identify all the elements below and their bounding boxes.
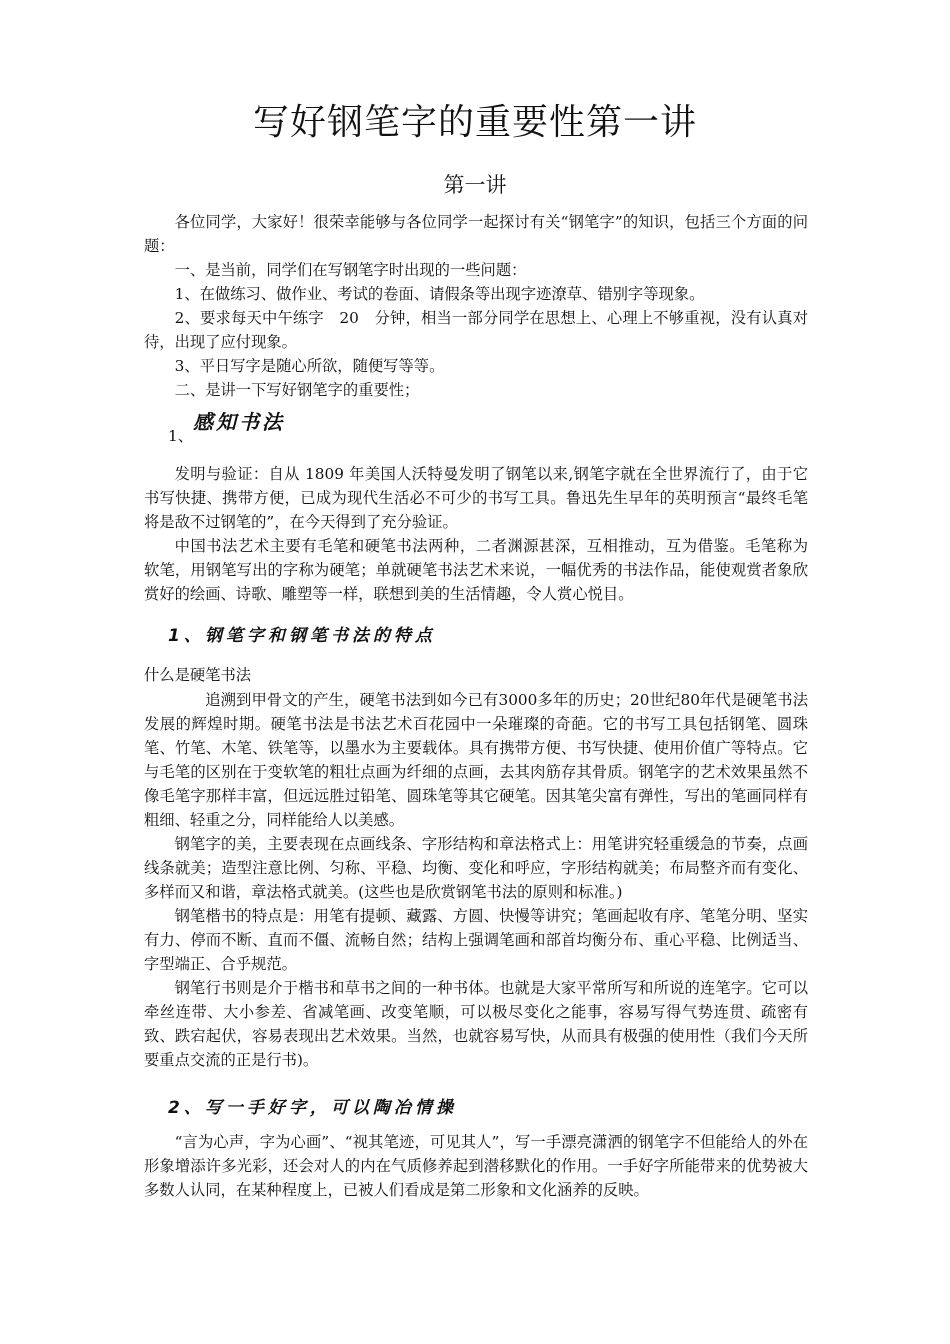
page-subtitle: 第一讲 [443, 173, 507, 197]
section-c-body [144, 1130, 808, 1202]
intro-paragraph: 2、要求每天中午练字 20 分钟，相当一部分同学在思想上、心理上不够重视，没有认真对待，出现了应付现象。 [144, 309, 808, 351]
intro-section [144, 210, 808, 402]
body-paragraph: 发明与验证：自从 1809 年美国人沃特曼发明了钢笔以来,钢笔字就在全世界流行了，由于它书写快捷、携带方便，已成为现代生活必不可少的书写工具。鲁迅先生早年的英明预言“最终毛笔将是敌不过钢笔的”，在今天得到了充分验证。 [144, 465, 808, 531]
section-heading-perceive [168, 410, 286, 448]
section-label: 感知书法 [193, 410, 286, 434]
intro-paragraph: 3、平日写字是随心所欲，随便写等等。 [174, 357, 445, 375]
subheading-what-is: 什么是硬笔书法 [144, 666, 252, 684]
body-paragraph: 钢笔字的美，主要表现在点画线条、字形结构和章法格式上：用笔讲究轻重缓急的节奏，点画线条就美；造型注意比例、匀称、平稳、均衡、变化和呼应，字形结构就美；布局整齐而有变化、多样而又和谐，章法格式就美。(这些也是欣赏钢笔书法的原则和标准。) [144, 835, 808, 901]
section-heading-1: 1、钢笔字和钢笔书法的特点 [168, 626, 436, 646]
body-paragraph: 钢笔楷书的特点是：用笔有提顿、藏露、方圆、快慢等讲究；笔画起收有序、笔笔分明、坚实有力、停而不断、直而不僵、流畅自然；结构上强调笔画和部首均衡分布、重心平稳、比例适当、字型端正、合乎规范。 [144, 907, 808, 973]
body-paragraph: 追溯到甲骨文的产生，硬笔书法到如今已有3000多年的历史；20世纪80年代是硬笔书法发展的辉煌时期。硬笔书法是书法艺术百花园中一朵璀璨的奇葩。它的书写工具包括钢笔、圆珠笔、竹笔、木笔、铁笔等，以墨水为主要载体。具有携带方便、书写快捷、使用价值广等特点。它与毛笔的区别在于变软笔的粗壮点画为纤细的点画，去其肉筋存其骨质。钢笔字的艺术效果虽然不像毛笔字那样丰富，但远远胜过铅笔、圆珠笔等其它硬笔。因其笔尖富有弹性，写出的笔画同样有粗细、轻重之分，同样能给人以美感。 [144, 691, 808, 829]
page-title: 写好钢笔字的重要性第一讲 [252, 102, 697, 143]
intro-paragraph: 一、是当前，同学们在写钢笔字时出现的一些问题： [174, 261, 527, 279]
section-b-body [144, 688, 808, 1072]
body-paragraph: 钢笔行书则是介于楷书和草书之间的一种书体。也就是大家平常所写和所说的连笔字。它可以牵丝连带、大小参差、省减笔画、改变笔顺，可以极尽变化之能事，容易写得气势连贯、疏密有致、跌宕起伏，容易表现出艺术效果。当然，也就容易写快，从而具有极强的使用性（我们今天所要重点交流的正是行书)。 [144, 979, 808, 1069]
section-number: 1、 [168, 427, 194, 445]
intro-paragraph: 各位同学，大家好！很荣幸能够与各位同学一起探讨有关“钢笔字”的知识，包括三个方面的问题： [144, 213, 808, 255]
intro-paragraph: 二、是讲一下写好钢笔字的重要性； [174, 381, 420, 399]
body-paragraph: 中国书法艺术主要有毛笔和硬笔书法两种，二者渊源甚深，互相推动，互为借鉴。毛笔称为 软笔，用钢笔写出的字称为硬笔；单就硬笔书法艺术来说，一幅优秀的书法作品，能使观赏者象欣赏好的绘画、诗歌、雕塑等一样，联想到美的生活情趣，令人赏心悦目。 [144, 537, 824, 603]
intro-paragraph: 1、在做练习、做作业、考试的卷面、请假条等出现字迹潦草、错别字等现象。 [174, 285, 705, 303]
section-a-body [144, 462, 824, 606]
section-heading-2: 2、写一手好字，可以陶冶情操 [168, 1098, 457, 1118]
body-paragraph: “言为心声，字为心画”、“视其笔迹，可见其人”，写一手漂亮潇洒的钢笔字不但能给人的外在形象增添许多光彩，还会对人的内在气质修养起到潜移默化的作用。一手好字所能带来的优势被大多数人认同，在某种程度上，已被人们看成是第二形象和文化涵养的反映。 [144, 1133, 808, 1199]
